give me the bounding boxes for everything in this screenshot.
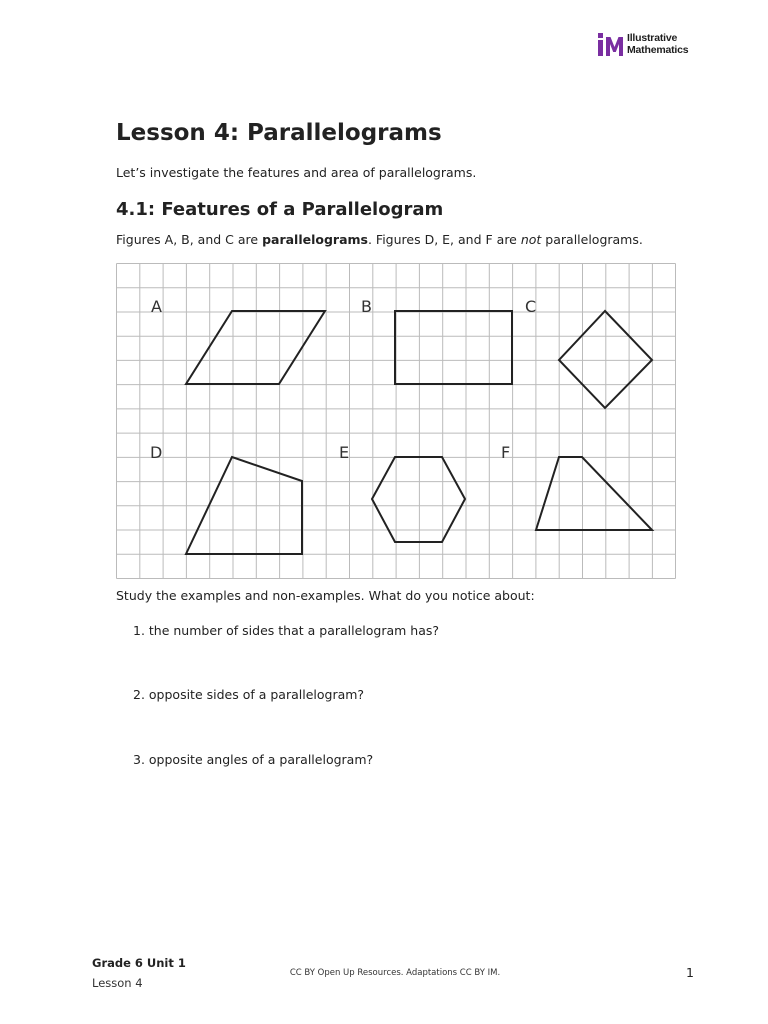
footer-grade-unit: Grade 6 Unit 1 — [92, 956, 186, 970]
figure-label-e: E — [339, 443, 350, 462]
activity-title: 4.1: Features of a Parallelogram — [116, 199, 444, 220]
lesson-subtitle: Let’s investigate the features and area of parallelograms. — [116, 165, 477, 180]
footer-license: CC BY Open Up Resources. Adaptations CC BY IM. — [289, 968, 501, 978]
figure-a-parallelogram — [186, 311, 325, 384]
page-number: 1 — [686, 965, 694, 980]
logo-line-2: Mathematics — [627, 44, 689, 56]
figure-label-a: A — [151, 297, 162, 316]
logo-wordmark — [627, 32, 707, 56]
intro-text-3: parallelograms. — [541, 232, 643, 247]
question-3: 3. opposite angles of a parallelogram? — [133, 752, 374, 767]
im-logo-icon — [597, 33, 623, 57]
figure-label-f: F — [501, 443, 511, 462]
study-prompt: Study the examples and non-examples. What do you notice about: — [116, 588, 535, 603]
shapes-figure — [116, 263, 676, 583]
figure-label-c: C — [525, 297, 537, 316]
intro-text-2: . Figures D, E, and F are — [367, 232, 521, 247]
illustrative-mathematics-logo — [597, 32, 707, 58]
activity-intro — [116, 231, 643, 249]
question-1: 1. the number of sides that a parallelogram has? — [133, 623, 440, 638]
figure-f-trapezoid — [536, 457, 652, 530]
figure-b-rectangle — [395, 311, 512, 384]
logo-line-1: Illustrative — [627, 32, 678, 44]
intro-bold-term: parallelograms — [262, 232, 368, 247]
lesson-title: Lesson 4: Parallelograms — [116, 120, 442, 146]
figure-label-b: B — [361, 297, 372, 316]
figure-e-hexagon — [372, 457, 465, 542]
footer-lesson: Lesson 4 — [92, 976, 143, 990]
figure-label-d: D — [150, 443, 163, 462]
question-2: 2. opposite sides of a parallelogram? — [133, 687, 365, 702]
intro-italic-term: not — [520, 232, 542, 247]
intro-text-1: Figures A, B, and C are — [116, 232, 263, 247]
shapes-grid-svg — [116, 263, 676, 579]
